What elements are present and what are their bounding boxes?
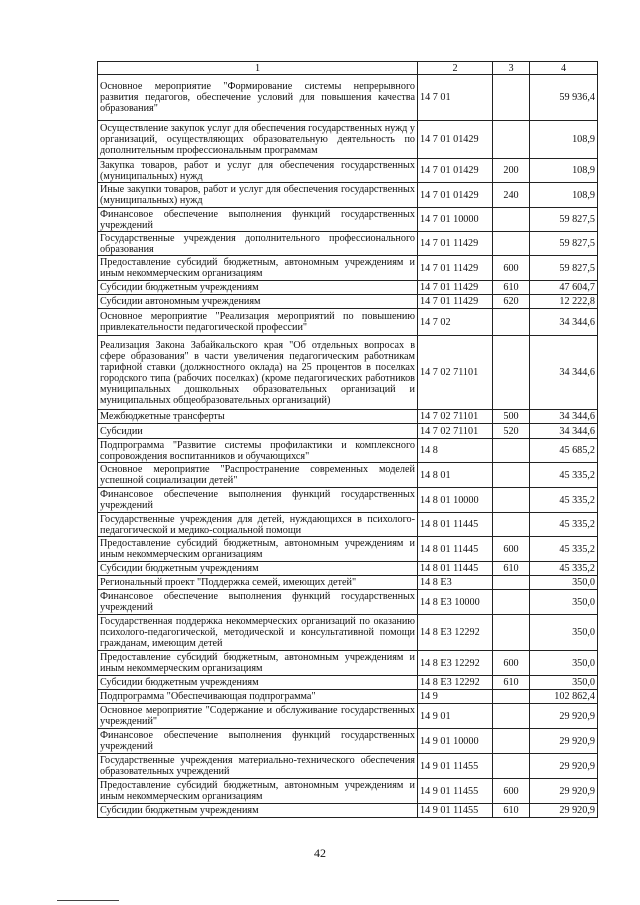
table-row: [98, 256, 598, 281]
table-row: [98, 159, 598, 183]
expense-type-code: 620: [493, 295, 530, 309]
expense-type-code: 610: [493, 804, 530, 818]
expense-type-code: [493, 488, 530, 513]
amount-value: 108,9: [530, 121, 598, 159]
budget-item-name: Основное мероприятие "Распространение современных моделей успешной социализации детей": [98, 463, 418, 488]
table-row: [98, 488, 598, 513]
target-article-code: 14 7 01 11429: [418, 232, 493, 256]
amount-value: 29 920,9: [530, 704, 598, 729]
amount-value: 34 344,6: [530, 309, 598, 336]
target-article-code: 14 7 01: [418, 75, 493, 121]
amount-value: 29 920,9: [530, 754, 598, 779]
target-article-code: 14 9: [418, 690, 493, 704]
table-row: [98, 729, 598, 754]
table-row: [98, 121, 598, 159]
expense-type-code: [493, 232, 530, 256]
amount-value: 350,0: [530, 590, 598, 615]
amount-value: 108,9: [530, 159, 598, 183]
budget-item-name: Финансовое обеспечение выполнения функций государственных учреждений: [98, 208, 418, 232]
table-row: [98, 336, 598, 410]
budget-item-name: Основное мероприятие "Содержание и обслуживание государственных учреждений": [98, 704, 418, 729]
expense-type-code: [493, 590, 530, 615]
target-article-code: 14 9 01: [418, 704, 493, 729]
table-row: [98, 576, 598, 590]
amount-value: 45 335,2: [530, 537, 598, 562]
budget-item-name: Межбюджетные трансферты: [98, 410, 418, 424]
budget-item-name: Финансовое обеспечение выполнения функций государственных учреждений: [98, 590, 418, 615]
expense-type-code: 600: [493, 537, 530, 562]
amount-value: 59 827,5: [530, 208, 598, 232]
budget-item-name: Государственные учреждения для детей, нуждающихся в психолого-педагогической и медико-социальной помощи: [98, 513, 418, 537]
amount-value: 29 920,9: [530, 779, 598, 804]
expense-type-code: [493, 690, 530, 704]
target-article-code: 14 8 01: [418, 463, 493, 488]
expense-type-code: 600: [493, 256, 530, 281]
target-article-code: 14 9 01 11455: [418, 754, 493, 779]
table-row: [98, 804, 598, 818]
expense-type-code: [493, 75, 530, 121]
column-header-1: 1: [98, 62, 418, 75]
table-row: [98, 309, 598, 336]
table-row: [98, 590, 598, 615]
table-row: [98, 537, 598, 562]
amount-value: 108,9: [530, 183, 598, 208]
table-row: [98, 615, 598, 651]
expense-type-code: [493, 513, 530, 537]
target-article-code: 14 7 01 01429: [418, 159, 493, 183]
target-article-code: 14 8: [418, 439, 493, 463]
amount-value: 29 920,9: [530, 804, 598, 818]
budget-item-name: Подпрограмма "Обеспечивающая подпрограмма": [98, 690, 418, 704]
budget-item-name: Предоставление субсидий бюджетным, автономным учреждениям и иным некоммерческим организациям: [98, 256, 418, 281]
table-row: [98, 704, 598, 729]
expense-type-code: [493, 576, 530, 590]
budget-item-name: Субсидии автономным учреждениям: [98, 295, 418, 309]
budget-item-name: Предоставление субсидий бюджетным, автономным учреждениям и иным некоммерческим организациям: [98, 651, 418, 676]
table-row: [98, 75, 598, 121]
amount-value: 102 862,4: [530, 690, 598, 704]
budget-item-name: Иные закупки товаров, работ и услуг для обеспечения государственных (муниципальных) нужд: [98, 183, 418, 208]
amount-value: 350,0: [530, 676, 598, 690]
table-row: [98, 463, 598, 488]
table-row: [98, 651, 598, 676]
target-article-code: 14 9 01 11455: [418, 804, 493, 818]
expense-type-code: 610: [493, 562, 530, 576]
expense-type-code: [493, 729, 530, 754]
expense-type-code: [493, 704, 530, 729]
table-row: [98, 281, 598, 295]
budget-item-name: Субсидии: [98, 424, 418, 439]
budget-item-name: Закупка товаров, работ и услуг для обеспечения государственных (муниципальных) нужд: [98, 159, 418, 183]
target-article-code: 14 8 E3 12292: [418, 651, 493, 676]
table-row: [98, 754, 598, 779]
expense-type-code: 600: [493, 779, 530, 804]
target-article-code: 14 8 01 11445: [418, 562, 493, 576]
expense-type-code: 610: [493, 676, 530, 690]
target-article-code: 14 7 01 11429: [418, 256, 493, 281]
target-article-code: 14 8 E3: [418, 576, 493, 590]
amount-value: 34 344,6: [530, 424, 598, 439]
column-number-header-row: [98, 62, 598, 75]
target-article-code: 14 7 01 11429: [418, 295, 493, 309]
column-header-3: 3: [493, 62, 530, 75]
page-number: 42: [314, 846, 326, 860]
table-row: [98, 513, 598, 537]
table-row: [98, 295, 598, 309]
target-article-code: 14 7 01 10000: [418, 208, 493, 232]
target-article-code: 14 8 01 10000: [418, 488, 493, 513]
target-article-code: 14 7 02: [418, 309, 493, 336]
budget-item-name: Государственные учреждения материально-технического обеспечения образовательных учреждений: [98, 754, 418, 779]
expense-type-code: 610: [493, 281, 530, 295]
amount-value: 45 335,2: [530, 562, 598, 576]
target-article-code: 14 7 02 71101: [418, 410, 493, 424]
expense-type-code: [493, 121, 530, 159]
budget-item-name: Финансовое обеспечение выполнения функций государственных учреждений: [98, 729, 418, 754]
budget-table-body: [98, 62, 598, 818]
target-article-code: 14 7 02 71101: [418, 424, 493, 439]
amount-value: 34 344,6: [530, 410, 598, 424]
target-article-code: 14 8 E3 12292: [418, 615, 493, 651]
target-article-code: 14 8 E3 10000: [418, 590, 493, 615]
expense-type-code: [493, 754, 530, 779]
target-article-code: 14 7 02 71101: [418, 336, 493, 410]
budget-item-name: Предоставление субсидий бюджетным, автономным учреждениям и иным некоммерческим организациям: [98, 779, 418, 804]
target-article-code: 14 9 01 10000: [418, 729, 493, 754]
amount-value: 45 335,2: [530, 513, 598, 537]
amount-value: 45 335,2: [530, 488, 598, 513]
budget-item-name: Основное мероприятие "Реализация мероприятий по повышению привлекательности педагогической профессии": [98, 309, 418, 336]
budget-item-name: Предоставление субсидий бюджетным, автономным учреждениям и иным некоммерческим организациям: [98, 537, 418, 562]
table-row: [98, 232, 598, 256]
target-article-code: 14 8 E3 12292: [418, 676, 493, 690]
table-row: [98, 424, 598, 439]
budget-item-name: Подпрограмма "Развитие системы профилактики и комплексного сопровождения воспитанников и обучающихся": [98, 439, 418, 463]
table-row: [98, 183, 598, 208]
amount-value: 59 827,5: [530, 256, 598, 281]
column-header-4: 4: [530, 62, 598, 75]
target-article-code: 14 7 01 01429: [418, 183, 493, 208]
table-row: [98, 410, 598, 424]
amount-value: 59 827,5: [530, 232, 598, 256]
amount-value: 59 936,4: [530, 75, 598, 121]
target-article-code: 14 7 01 01429: [418, 121, 493, 159]
expense-type-code: [493, 208, 530, 232]
target-article-code: 14 8 01 11445: [418, 513, 493, 537]
footer-rule: [57, 900, 119, 901]
amount-value: 34 344,6: [530, 336, 598, 410]
expense-type-code: 240: [493, 183, 530, 208]
target-article-code: 14 9 01 11455: [418, 779, 493, 804]
budget-item-name: Реализация Закона Забайкальского края "Об отдельных вопросах в сфере образования" в части увеличения педагогическим работникам тарифной ставки (должностного оклада) на 25 процентов в поселках городского типа (рабочих поселках) (кроме педагогических работников муниципальных дошкольных образовательных организаций и муниципальных общеобразовательных организаций): [98, 336, 418, 410]
table-row: [98, 208, 598, 232]
expense-type-code: [493, 336, 530, 410]
budget-table: [97, 61, 598, 818]
expense-type-code: 600: [493, 651, 530, 676]
target-article-code: 14 7 01 11429: [418, 281, 493, 295]
amount-value: 29 920,9: [530, 729, 598, 754]
expense-type-code: 520: [493, 424, 530, 439]
amount-value: 350,0: [530, 615, 598, 651]
target-article-code: 14 8 01 11445: [418, 537, 493, 562]
table-row: [98, 562, 598, 576]
budget-item-name: Финансовое обеспечение выполнения функций государственных учреждений: [98, 488, 418, 513]
table-row: [98, 690, 598, 704]
expense-type-code: [493, 439, 530, 463]
expense-type-code: [493, 463, 530, 488]
expense-type-code: [493, 615, 530, 651]
table-row: [98, 439, 598, 463]
amount-value: 45 685,2: [530, 439, 598, 463]
amount-value: 350,0: [530, 651, 598, 676]
table-row: [98, 779, 598, 804]
budget-item-name: Региональный проект "Поддержка семей, имеющих детей": [98, 576, 418, 590]
expense-type-code: 500: [493, 410, 530, 424]
amount-value: 350,0: [530, 576, 598, 590]
expense-type-code: 200: [493, 159, 530, 183]
budget-item-name: Субсидии бюджетным учреждениям: [98, 676, 418, 690]
budget-item-name: Основное мероприятие "Формирование системы непрерывного развития педагогов, обеспечение условий для повышения качества образования": [98, 75, 418, 121]
budget-item-name: Государственные учреждения дополнительного профессионального образования: [98, 232, 418, 256]
amount-value: 47 604,7: [530, 281, 598, 295]
budget-item-name: Государственная поддержка некоммерческих организаций по оказанию психолого-педагогической, методической и консультативной помощи гражданам, имеющим детей: [98, 615, 418, 651]
amount-value: 45 335,2: [530, 463, 598, 488]
expense-type-code: [493, 309, 530, 336]
budget-item-name: Субсидии бюджетным учреждениям: [98, 562, 418, 576]
budget-item-name: Субсидии бюджетным учреждениям: [98, 804, 418, 818]
budget-item-name: Субсидии бюджетным учреждениям: [98, 281, 418, 295]
table-row: [98, 676, 598, 690]
column-header-2: 2: [418, 62, 493, 75]
amount-value: 12 222,8: [530, 295, 598, 309]
budget-item-name: Осуществление закупок услуг для обеспечения государственных нужд у организаций, осуществляющих образовательную деятельность по дополнительным профессиональным программам: [98, 121, 418, 159]
